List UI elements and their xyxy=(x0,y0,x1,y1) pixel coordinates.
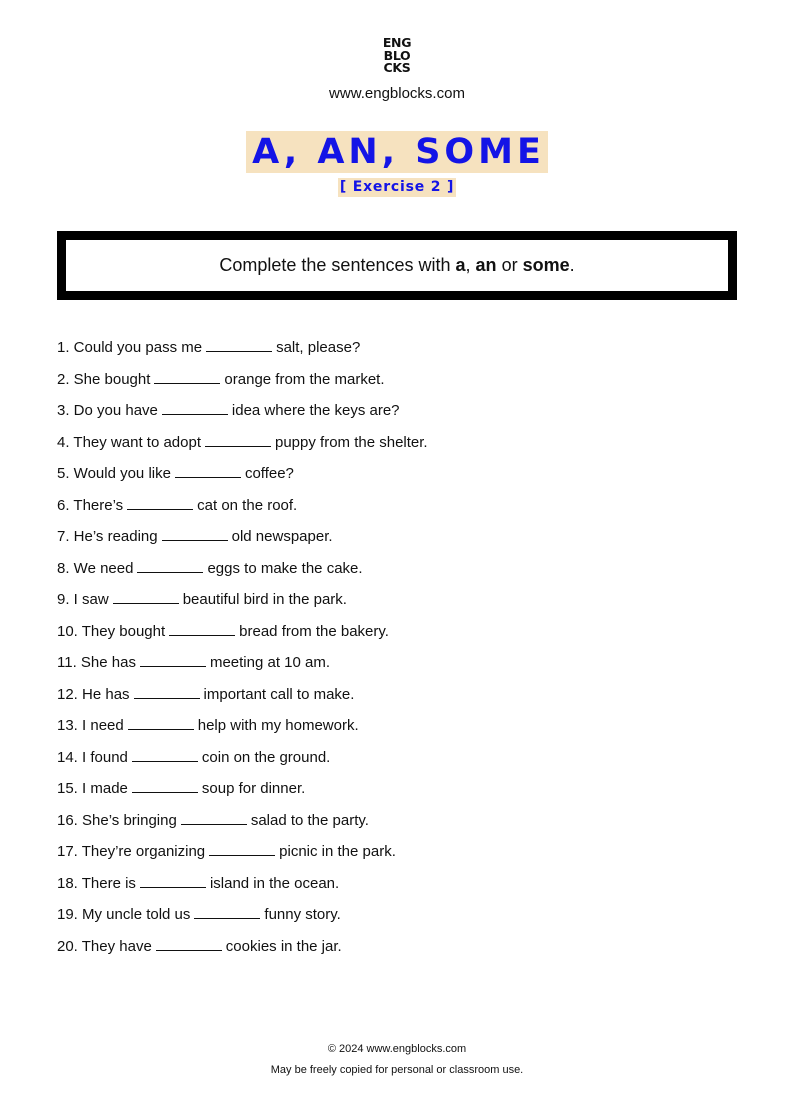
answer-blank[interactable] xyxy=(156,936,222,951)
question-item xyxy=(57,526,737,558)
question-text-after: help with my homework. xyxy=(197,717,359,734)
subtitle-wrapper xyxy=(0,178,794,197)
question-text-before: 20. They have xyxy=(57,937,152,955)
engblocks-logo xyxy=(0,37,794,75)
question-text-before: 15. I made xyxy=(57,780,128,797)
question-text-before: 4. They want to adopt xyxy=(57,433,201,451)
answer-blank[interactable] xyxy=(128,715,194,730)
answer-blank[interactable] xyxy=(162,400,228,415)
question-item xyxy=(57,400,737,432)
question-text-after: island in the ocean. xyxy=(209,874,340,892)
question-text-before: 14. I found xyxy=(57,748,128,766)
question-text-after: cookies in the jar. xyxy=(225,937,342,955)
instruction-separator: , xyxy=(465,255,476,275)
question-item xyxy=(57,589,737,621)
site-url[interactable]: www.engblocks.com xyxy=(329,85,465,102)
instruction-word-an: an xyxy=(475,255,497,275)
question-text-after: beautiful bird in the park. xyxy=(182,591,347,608)
question-item xyxy=(57,432,737,464)
question-item xyxy=(57,778,737,810)
question-text-before: 12. He has xyxy=(57,685,130,703)
question-item xyxy=(57,684,737,716)
question-item xyxy=(57,747,737,779)
question-item xyxy=(57,936,737,968)
question-text-after: coin on the ground. xyxy=(201,748,331,766)
question-text-after: salad to the party. xyxy=(250,811,369,829)
question-text-after: cat on the roof. xyxy=(197,496,298,514)
question-text-before: 11. She has xyxy=(57,654,136,671)
question-text-before: 7. He’s reading xyxy=(57,528,158,545)
footer-copyright: © 2024 www.engblocks.com xyxy=(327,1043,467,1055)
question-text-before: 6. There’s xyxy=(57,496,124,514)
answer-blank[interactable] xyxy=(209,841,275,856)
answer-blank[interactable] xyxy=(162,526,228,541)
instruction-box xyxy=(57,231,737,300)
question-text-after: idea where the keys are? xyxy=(231,402,400,419)
instruction-text xyxy=(219,255,574,276)
instruction-word-some: some xyxy=(522,255,570,275)
question-text-after: coffee? xyxy=(244,465,294,482)
question-item xyxy=(57,652,737,684)
question-text-after: puppy from the shelter. xyxy=(275,433,428,451)
question-text-after: orange from the market. xyxy=(224,370,385,388)
question-text-after: salt, please? xyxy=(276,339,361,356)
question-item xyxy=(57,810,737,842)
question-item xyxy=(57,621,737,653)
question-text-before: 10. They bought xyxy=(57,622,166,640)
question-text-before: 13. I need xyxy=(57,717,124,734)
question-item xyxy=(57,873,737,905)
question-text-after: old newspaper. xyxy=(231,528,333,545)
question-list xyxy=(57,337,737,967)
answer-blank[interactable] xyxy=(140,652,206,667)
instruction-word-a: a xyxy=(455,255,466,275)
answer-blank[interactable] xyxy=(181,810,247,825)
question-item xyxy=(57,495,737,527)
answer-blank[interactable] xyxy=(127,495,193,510)
question-item xyxy=(57,337,737,369)
question-text-after: important call to make. xyxy=(203,685,355,703)
answer-blank[interactable] xyxy=(205,432,271,447)
answer-blank[interactable] xyxy=(132,747,198,762)
question-text-after: bread from the bakery. xyxy=(239,622,389,640)
question-text-before: 16. She’s bringing xyxy=(57,811,177,829)
answer-blank[interactable] xyxy=(154,369,220,384)
question-text-before: 18. There is xyxy=(57,874,136,892)
question-text-after: eggs to make the cake. xyxy=(207,559,363,577)
question-text-before: 1. Could you pass me xyxy=(57,339,203,356)
question-item xyxy=(57,558,737,590)
question-text-before: 19. My uncle told us xyxy=(57,906,191,923)
instruction-suffix: . xyxy=(569,255,575,275)
instruction-prefix: Complete the sentences with xyxy=(219,255,456,275)
question-item xyxy=(57,463,737,495)
question-text-after: picnic in the park. xyxy=(279,843,396,860)
question-text-after: meeting at 10 am. xyxy=(209,654,331,671)
page-title: A, AN, SOME xyxy=(246,131,548,173)
answer-blank[interactable] xyxy=(113,589,179,604)
question-text-before: 5. Would you like xyxy=(57,465,171,482)
question-item xyxy=(57,369,737,401)
exercise-label: [ Exercise 2 ] xyxy=(339,179,455,195)
question-text-before: 3. Do you have xyxy=(57,402,158,419)
question-text-after: soup for dinner. xyxy=(201,780,306,797)
answer-blank[interactable] xyxy=(206,337,272,352)
answer-blank[interactable] xyxy=(134,684,200,699)
logo-line: ENG xyxy=(382,35,412,50)
title-wrapper xyxy=(0,131,794,173)
question-text-before: 17. They’re organizing xyxy=(57,843,206,860)
question-item xyxy=(57,904,737,936)
logo-line: BLO xyxy=(383,47,411,63)
answer-blank[interactable] xyxy=(132,778,198,793)
question-item xyxy=(57,715,737,747)
question-text-before: 8. We need xyxy=(57,559,134,577)
question-text-after: funny story. xyxy=(264,906,341,923)
answer-blank[interactable] xyxy=(175,463,241,478)
logo-line: CKS xyxy=(383,60,411,75)
question-text-before: 2. She bought xyxy=(57,370,151,388)
answer-blank[interactable] xyxy=(169,621,235,636)
answer-blank[interactable] xyxy=(137,558,203,573)
instruction-separator: or xyxy=(496,255,523,275)
answer-blank[interactable] xyxy=(194,904,260,919)
question-item xyxy=(57,841,737,873)
answer-blank[interactable] xyxy=(140,873,206,888)
question-text-before: 9. I saw xyxy=(57,591,109,608)
footer-note: May be freely copied for personal or classroom use. xyxy=(270,1064,524,1076)
